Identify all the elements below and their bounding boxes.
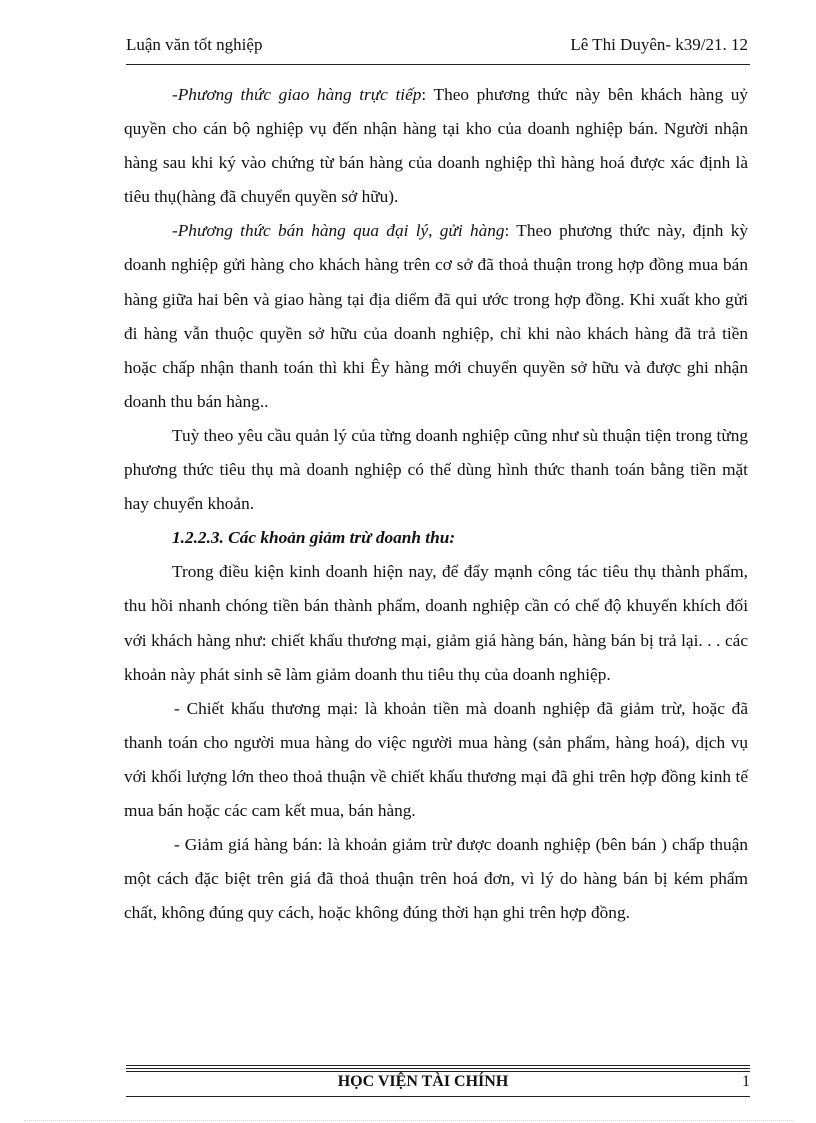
paragraph-direct-delivery <box>124 78 748 214</box>
header-rule <box>126 64 750 65</box>
page-edge-divider <box>24 1120 794 1121</box>
section-heading: 1.2.2.3. Các khoản giảm trừ doanh thu: <box>172 528 456 548</box>
paragraph-payment-methods: Tuỳ theo yêu cầu quản lý của từng doanh nghiệp cũng như sù thuận tiện trong từng phương thức tiêu thụ mà doanh nghiệp có thể dùng hình thức thanh toán bằng tiền mặt hay chuyển khoản. <box>124 425 748 514</box>
document-body <box>124 78 748 930</box>
paragraph-text: : Theo phương thức này, định kỳ doanh nghiệp gửi hàng cho khách hàng trên cơ sở đã thoả thuận trong hợp đồng mua bán hàng giữa hai bên và giao hàng tại địa diểm đã qui ước trong hợp đồng. Khi xuất kho gửi đi hàng vẫn thuộc quyền sở hữu của doanh nghiệp, chỉ khi nào khách hàng đã trả tiền hoặc chấp nhận thanh toán thì khi Êy hàng mới chuyển quyền sở hữu và được ghi nhận doanh thu bán hàng.. <box>124 221 748 411</box>
footer-rule <box>126 1065 750 1066</box>
paragraph-agency-sales <box>124 214 748 419</box>
paragraph-trade-discount: - Chiết khấu thương mại: là khoản tiền mà doanh nghiệp đã giảm trừ, hoặc đã thanh toán cho người mua hàng do việc người mua hàng (sản phẩm, hàng hoá), dịch vụ với khối lượng lớn theo thoả thuận về chiết khấu thương mại đã ghi trên hợp đồng kinh tế mua bán hoặc các cam kết mua, bán hàng. <box>124 698 748 820</box>
footer-rule <box>126 1068 750 1069</box>
paragraph-lead: -Phương thức bán hàng qua đại lý, gửi hàng <box>172 221 505 241</box>
paragraph-price-reduction: - Giảm giá hàng bán: là khoản giảm trừ được doanh nghiệp (bên bán ) chấp thuận một cách đặc biệt trên giá đã thoả thuận trên hoá đơn, vì lý do hàng bán bị kém phẩm chất, không đúng quy cách, hoặc không đúng thời hạn ghi trên hợp đồng. <box>124 835 748 923</box>
paragraph-lead: -Phương thức giao hàng trực tiếp <box>172 85 422 104</box>
header-left-title: Luận văn tốt nghiệp <box>126 35 263 54</box>
paragraph-business-conditions: Trong điều kiện kinh doanh hiện nay, để đẩy mạnh công tác tiêu thụ thành phẩm, thu hồi nhanh chóng tiền bán thành phẩm, doanh nghiệp cần có chế độ khuyến khích đối với khách hàng như: chiết khấu thương mại, giảm giá hàng bán, hàng bán bị trả lại. . . các khoản này phát sinh sẽ làm giảm doanh thu tiêu thụ của doanh nghiệp. <box>124 562 748 684</box>
footer-underline <box>126 1096 750 1097</box>
footer-institution: HỌC VIỆN TÀI CHÍNH <box>337 1073 509 1090</box>
header-author: Lê Thi Duyên- k39/21. 12 <box>570 35 748 54</box>
page-number: 1 <box>742 1073 750 1090</box>
paragraph-text: : Theo phương thức này bên khách hàng uỷ quyền cho cán bộ nghiệp vụ đến nhận hàng tại kho của doanh nghiệp bán. Người nhận hàng sau khi ký vào chứng từ bán hàng của doanh nghiệp thì hàng hoá được xác định là tiêu thụ(hàng đã chuyển quyền sở hữu). <box>124 85 748 207</box>
